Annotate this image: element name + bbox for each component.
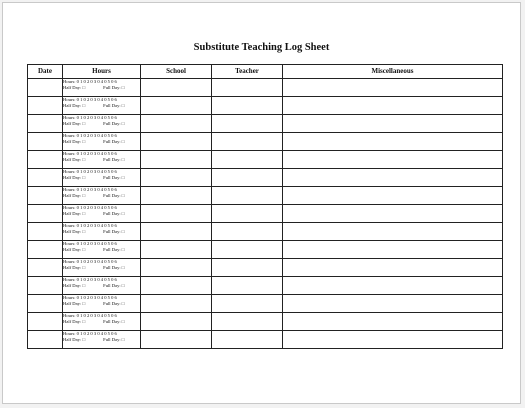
hours-options[interactable]: Hours: 0 1 0 2 0 3 0 4 0 5 0 6 (63, 187, 117, 192)
miscellaneous-cell[interactable] (283, 169, 503, 187)
miscellaneous-cell[interactable] (283, 133, 503, 151)
day-options (63, 103, 140, 109)
miscellaneous-cell[interactable] (283, 187, 503, 205)
date-cell[interactable] (28, 313, 63, 331)
log-sheet-page (2, 2, 521, 404)
table-row (28, 79, 503, 97)
teacher-cell[interactable] (212, 241, 283, 259)
school-cell[interactable] (141, 241, 212, 259)
date-cell[interactable] (28, 277, 63, 295)
half-day-checkbox[interactable]: Half Day: □ (63, 337, 86, 342)
full-day-checkbox[interactable]: Full Day: □ (103, 103, 125, 108)
day-options (63, 193, 140, 199)
hours-options[interactable]: Hours: 0 1 0 2 0 3 0 4 0 5 0 6 (63, 241, 117, 246)
column-header-hours: Hours (63, 65, 141, 79)
table-row (28, 223, 503, 241)
table-row (28, 151, 503, 169)
hours-cell (63, 223, 141, 241)
miscellaneous-cell[interactable] (283, 241, 503, 259)
column-header-miscellaneous: Miscellaneous (283, 65, 503, 79)
half-day-checkbox[interactable]: Half Day: □ (63, 121, 86, 126)
hours-cell (63, 115, 141, 133)
teacher-cell[interactable] (212, 97, 283, 115)
day-options (63, 247, 140, 253)
teacher-cell[interactable] (212, 223, 283, 241)
full-day-checkbox[interactable]: Full Day: □ (103, 85, 125, 90)
miscellaneous-cell[interactable] (283, 223, 503, 241)
school-cell[interactable] (141, 169, 212, 187)
miscellaneous-cell[interactable] (283, 151, 503, 169)
half-day-checkbox[interactable]: Half Day: □ (63, 157, 86, 162)
half-day-checkbox[interactable]: Half Day: □ (63, 265, 86, 270)
hours-cell (63, 97, 141, 115)
day-options (63, 301, 140, 307)
date-cell[interactable] (28, 331, 63, 349)
day-options (63, 121, 140, 127)
half-day-checkbox[interactable]: Half Day: □ (63, 229, 86, 234)
teacher-cell[interactable] (212, 115, 283, 133)
full-day-checkbox[interactable]: Full Day: □ (103, 229, 125, 234)
school-cell[interactable] (141, 259, 212, 277)
miscellaneous-cell[interactable] (283, 115, 503, 133)
full-day-checkbox[interactable]: Full Day: □ (103, 193, 125, 198)
school-cell[interactable] (141, 151, 212, 169)
school-cell[interactable] (141, 205, 212, 223)
hours-options[interactable]: Hours: 0 1 0 2 0 3 0 4 0 5 0 6 (63, 295, 117, 300)
full-day-checkbox[interactable]: Full Day: □ (103, 139, 125, 144)
hours-options[interactable]: Hours: 0 1 0 2 0 3 0 4 0 5 0 6 (63, 223, 117, 228)
full-day-checkbox[interactable]: Full Day: □ (103, 337, 125, 342)
hours-options[interactable]: Hours: 0 1 0 2 0 3 0 4 0 5 0 6 (63, 259, 117, 264)
hours-options[interactable]: Hours: 0 1 0 2 0 3 0 4 0 5 0 6 (63, 313, 117, 318)
table-row (28, 133, 503, 151)
teacher-cell[interactable] (212, 313, 283, 331)
full-day-checkbox[interactable]: Full Day: □ (103, 283, 125, 288)
hours-cell (63, 259, 141, 277)
teacher-cell[interactable] (212, 151, 283, 169)
miscellaneous-cell[interactable] (283, 97, 503, 115)
miscellaneous-cell[interactable] (283, 79, 503, 97)
miscellaneous-cell[interactable] (283, 313, 503, 331)
full-day-checkbox[interactable]: Full Day: □ (103, 121, 125, 126)
day-options (63, 337, 140, 343)
full-day-checkbox[interactable]: Full Day: □ (103, 247, 125, 252)
date-cell[interactable] (28, 115, 63, 133)
table-row (28, 259, 503, 277)
date-cell[interactable] (28, 241, 63, 259)
hours-options[interactable]: Hours: 0 1 0 2 0 3 0 4 0 5 0 6 (63, 331, 117, 336)
table-row (28, 205, 503, 223)
miscellaneous-cell[interactable] (283, 295, 503, 313)
half-day-checkbox[interactable]: Half Day: □ (63, 247, 86, 252)
column-header-school: School (141, 65, 212, 79)
teacher-cell[interactable] (212, 187, 283, 205)
miscellaneous-cell[interactable] (283, 331, 503, 349)
table-row (28, 115, 503, 133)
table-row (28, 313, 503, 331)
hours-cell (63, 151, 141, 169)
half-day-checkbox[interactable]: Half Day: □ (63, 319, 86, 324)
table-row (28, 331, 503, 349)
date-cell[interactable] (28, 97, 63, 115)
teacher-cell[interactable] (212, 133, 283, 151)
hours-options[interactable]: Hours: 0 1 0 2 0 3 0 4 0 5 0 6 (63, 277, 117, 282)
day-options (63, 139, 140, 145)
school-cell[interactable] (141, 133, 212, 151)
miscellaneous-cell[interactable] (283, 259, 503, 277)
school-cell[interactable] (141, 97, 212, 115)
half-day-checkbox[interactable]: Half Day: □ (63, 211, 86, 216)
hours-cell (63, 79, 141, 97)
school-cell[interactable] (141, 295, 212, 313)
day-options (63, 319, 140, 325)
table-row (28, 187, 503, 205)
date-cell[interactable] (28, 151, 63, 169)
day-options (63, 229, 140, 235)
teacher-cell[interactable] (212, 205, 283, 223)
school-cell[interactable] (141, 187, 212, 205)
hours-options[interactable]: Hours: 0 1 0 2 0 3 0 4 0 5 0 6 (63, 169, 117, 174)
hours-cell (63, 241, 141, 259)
half-day-checkbox[interactable]: Half Day: □ (63, 139, 86, 144)
header-row (28, 65, 503, 79)
date-cell[interactable] (28, 187, 63, 205)
table-row (28, 241, 503, 259)
date-cell[interactable] (28, 169, 63, 187)
school-cell[interactable] (141, 223, 212, 241)
hours-options[interactable]: Hours: 0 1 0 2 0 3 0 4 0 5 0 6 (63, 151, 117, 156)
miscellaneous-cell[interactable] (283, 205, 503, 223)
full-day-checkbox[interactable]: Full Day: □ (103, 319, 125, 324)
day-options (63, 157, 140, 163)
table-row (28, 277, 503, 295)
teacher-cell[interactable] (212, 277, 283, 295)
hours-options[interactable]: Hours: 0 1 0 2 0 3 0 4 0 5 0 6 (63, 205, 117, 210)
half-day-checkbox[interactable]: Half Day: □ (63, 301, 86, 306)
date-cell[interactable] (28, 79, 63, 97)
day-options (63, 175, 140, 181)
school-cell[interactable] (141, 331, 212, 349)
teacher-cell[interactable] (212, 169, 283, 187)
full-day-checkbox[interactable]: Full Day: □ (103, 265, 125, 270)
hours-options[interactable]: Hours: 0 1 0 2 0 3 0 4 0 5 0 6 (63, 79, 117, 84)
hours-cell (63, 205, 141, 223)
hours-cell (63, 133, 141, 151)
half-day-checkbox[interactable]: Half Day: □ (63, 175, 86, 180)
day-options (63, 283, 140, 289)
column-header-date: Date (28, 65, 63, 79)
teacher-cell[interactable] (212, 295, 283, 313)
hours-cell (63, 187, 141, 205)
school-cell[interactable] (141, 79, 212, 97)
full-day-checkbox[interactable]: Full Day: □ (103, 157, 125, 162)
hours-cell (63, 331, 141, 349)
table-row (28, 169, 503, 187)
day-options (63, 265, 140, 271)
date-cell[interactable] (28, 295, 63, 313)
hours-options[interactable]: Hours: 0 1 0 2 0 3 0 4 0 5 0 6 (63, 115, 117, 120)
date-cell[interactable] (28, 133, 63, 151)
hours-cell (63, 295, 141, 313)
column-header-teacher: Teacher (212, 65, 283, 79)
full-day-checkbox[interactable]: Full Day: □ (103, 211, 125, 216)
school-cell[interactable] (141, 115, 212, 133)
school-cell[interactable] (141, 313, 212, 331)
school-cell[interactable] (141, 277, 212, 295)
hours-options[interactable]: Hours: 0 1 0 2 0 3 0 4 0 5 0 6 (63, 97, 117, 102)
teacher-cell[interactable] (212, 331, 283, 349)
half-day-checkbox[interactable]: Half Day: □ (63, 85, 86, 90)
log-table (27, 64, 503, 349)
table-row (28, 97, 503, 115)
day-options (63, 85, 140, 91)
table-row (28, 295, 503, 313)
teacher-cell[interactable] (212, 79, 283, 97)
hours-cell (63, 169, 141, 187)
hours-cell (63, 277, 141, 295)
half-day-checkbox[interactable]: Half Day: □ (63, 193, 86, 198)
log-table-body (28, 79, 503, 349)
date-cell[interactable] (28, 259, 63, 277)
day-options (63, 211, 140, 217)
miscellaneous-cell[interactable] (283, 277, 503, 295)
date-cell[interactable] (28, 205, 63, 223)
date-cell[interactable] (28, 223, 63, 241)
full-day-checkbox[interactable]: Full Day: □ (103, 175, 125, 180)
teacher-cell[interactable] (212, 259, 283, 277)
hours-options[interactable]: Hours: 0 1 0 2 0 3 0 4 0 5 0 6 (63, 133, 117, 138)
half-day-checkbox[interactable]: Half Day: □ (63, 103, 86, 108)
hours-cell (63, 313, 141, 331)
full-day-checkbox[interactable]: Full Day: □ (103, 301, 125, 306)
page-title: Substitute Teaching Log Sheet (193, 42, 330, 53)
half-day-checkbox[interactable]: Half Day: □ (63, 283, 86, 288)
